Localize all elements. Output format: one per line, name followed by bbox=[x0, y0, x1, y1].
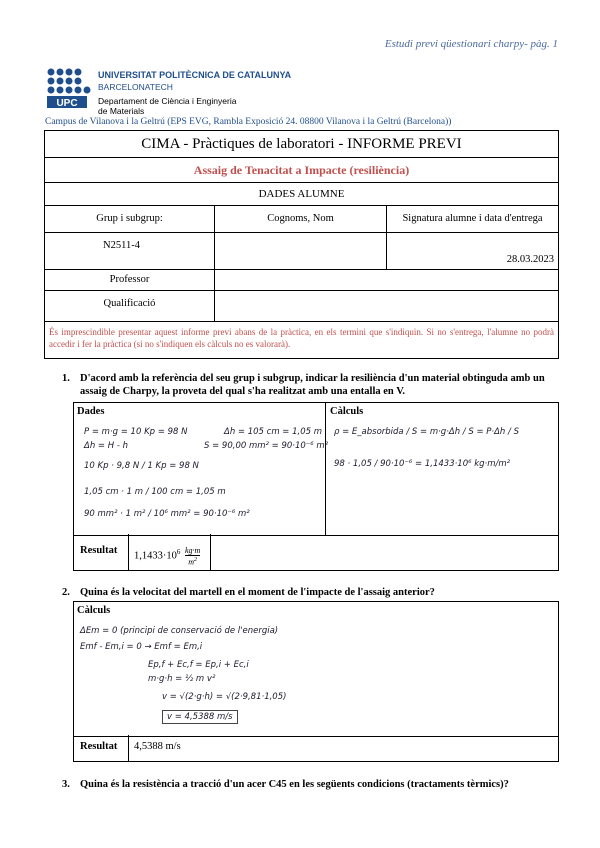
q1-hw-dades-5: 10 Kp · 9,8 N / 1 Kp = 98 N bbox=[84, 461, 199, 471]
q1-hw-dades-7: 90 mm² · 1 m² / 10⁶ mm² = 90·10⁻⁶ m² bbox=[84, 509, 250, 519]
q2-hw-calc-2: Emf - Em,i = 0 → Emf = Em,i bbox=[80, 642, 203, 652]
student-form-table bbox=[44, 130, 559, 359]
page-header-note: Estudi previ qüestionari charpy- pàg. 1 bbox=[384, 38, 558, 50]
q3-text: Quina és la resistència a tracció d'un acer C45 en les següents condicions (tractaments tèrmics)? bbox=[80, 779, 509, 790]
q1-hw-dades-1: P = m·g = 10 Kp = 98 N bbox=[84, 427, 188, 437]
q2-hw-calc-6: v = 4,5388 m/s bbox=[162, 710, 238, 724]
q2-result-label-cell bbox=[74, 735, 129, 761]
q1-dades-cell bbox=[74, 403, 329, 535]
q1-number: 1. bbox=[62, 373, 70, 384]
q2-hw-calc-1: ΔEm = 0 (principi de conservació de l'energia) bbox=[80, 626, 279, 636]
q1-hw-dades-2: Δh = 105 cm = 1,05 m bbox=[224, 427, 323, 437]
q1-result-unit-num: kg·m bbox=[185, 546, 201, 555]
q1-result-row bbox=[73, 534, 559, 571]
qualification-value bbox=[215, 291, 558, 321]
q1-result-label: Resultat bbox=[80, 545, 118, 556]
name-value bbox=[215, 233, 387, 269]
form-header-row bbox=[45, 206, 558, 233]
q1-hw-dades-4: S = 90,00 mm² = 90·10⁻⁶ m² bbox=[204, 441, 329, 451]
q1-hw-calc-1: ρ = E_absorbida / S = m·g·Δh / S = P·Δh / S bbox=[334, 427, 519, 437]
q1-hw-calc-2: 98 · 1,05 / 90·10⁻⁶ = 1,1433·10⁶ kg·m/m² bbox=[334, 459, 511, 469]
form-title: CIMA - Pràctiques de laboratori - INFORME PREVI bbox=[45, 131, 558, 158]
q2-text: Quina és la velocitat del martell en el moment de l'impacte de l'assaig anterior? bbox=[80, 587, 435, 598]
form-values-row bbox=[45, 233, 558, 270]
q2-hw-calc-4: m·g·h = ½ m v² bbox=[148, 674, 216, 684]
header-signature: Signatura alumne i data d'entrega bbox=[402, 213, 543, 224]
q1-result-value-cell bbox=[130, 534, 211, 570]
q1-hw-dades-6: 1,05 cm · 1 m / 100 cm = 1,05 m bbox=[84, 487, 226, 497]
q1-result-label-cell bbox=[74, 534, 129, 570]
qualification-label: Qualificació bbox=[45, 291, 215, 321]
q2-hw-calc-3: Ep,f + Ec,f = Ep,i + Ec,i bbox=[148, 660, 249, 670]
professor-row bbox=[45, 270, 558, 291]
department-line1: Departament de Ciència i Enginyeria bbox=[98, 96, 237, 106]
group-value: N2511-4 bbox=[103, 240, 140, 251]
q2-result-value: 4,5388 m/s bbox=[134, 741, 181, 752]
professor-label: Professor bbox=[45, 270, 215, 290]
q2-result-label: Resultat bbox=[80, 741, 118, 752]
q1-calculs-label: Càlculs bbox=[330, 406, 364, 417]
date-value: 28.03.2023 bbox=[506, 254, 554, 265]
q2-calculs-label: Càlculs bbox=[77, 605, 111, 616]
q2-result-row bbox=[73, 735, 559, 762]
q1-hw-dades-3: Δh = H - h bbox=[84, 441, 128, 451]
university-name: UNIVERSITAT POLITÈCNICA DE CATALUNYA bbox=[98, 70, 292, 80]
section-student-data: DADES ALUMNE bbox=[45, 183, 558, 206]
campus-address: Campus de Vilanova i la Geltrú (EPS EVG, Rambla Exposició 24. 08800 Vilanova i la Geltrú (Barcelona)) bbox=[45, 117, 452, 127]
q2-number: 2. bbox=[62, 587, 70, 598]
upc-logo bbox=[45, 66, 93, 115]
q1-result-unit-den: $m^2$ bbox=[188, 557, 198, 567]
university-subtitle: BARCELONATECH bbox=[98, 82, 173, 92]
warning-text: És imprescindible presentar aquest informe previ abans de la pràctica, en els termini que s'indiquin. Si no s'entrega, l'alumne no podrà accedir i fer la pràctica (si no s'indiquen els càlculs no es valorarà). bbox=[49, 327, 554, 349]
q1-work-box bbox=[73, 402, 559, 536]
header-group: Grup i subgrup: bbox=[45, 206, 215, 232]
header-name: Cognoms, Nom bbox=[215, 206, 387, 232]
department-line2: de Materials bbox=[98, 106, 145, 116]
q1-dades-label: Dades bbox=[77, 406, 105, 417]
q2-work-box bbox=[73, 601, 559, 737]
q1-result-value: $1,1433\cdot 10^6$ $\frac{kg\cdot m}{m^2}$ bbox=[134, 546, 201, 567]
q1-text: D'acord amb la referència del seu grup i subgrup, indicar la resiliència d'un material obtinguda amb un assaig de Charpy, la proveta del qual s'ha realitzat amb una entalla en V. bbox=[80, 373, 545, 397]
upc-logo-text: UPC bbox=[56, 98, 78, 109]
form-subtitle: Assaig de Tenacitat a Impacte (resiliència) bbox=[45, 158, 558, 183]
qualification-row bbox=[45, 291, 558, 322]
upc-logo-icon bbox=[45, 66, 93, 110]
professor-value bbox=[215, 270, 558, 290]
q3-number: 3. bbox=[62, 779, 70, 790]
q1-calculs-cell bbox=[326, 403, 558, 535]
q2-hw-calc-5: v = √(2·g·h) = √(2·9,81·1,05) bbox=[162, 692, 287, 702]
